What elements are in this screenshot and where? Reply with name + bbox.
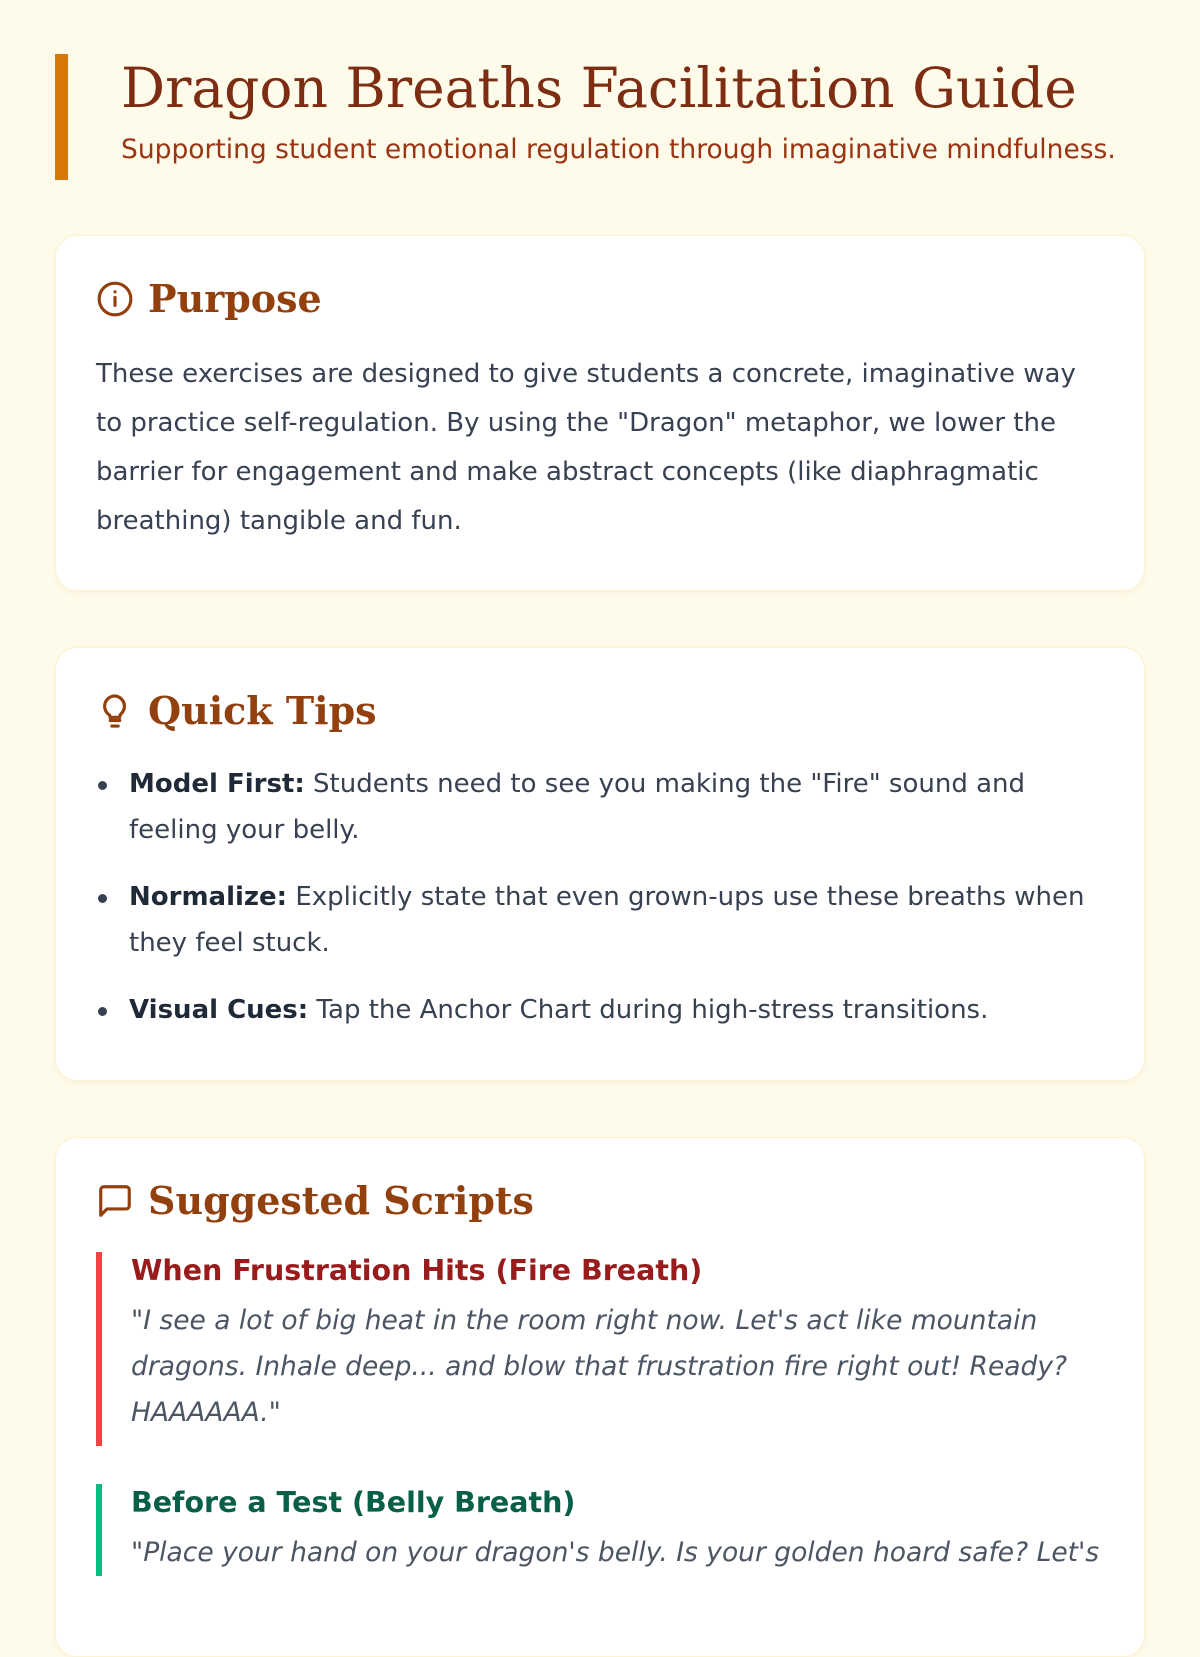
page-title: Dragon Breaths Facilitation Guide [121, 56, 1077, 120]
purpose-heading [96, 274, 1104, 324]
tip-label: Visual Cues: [129, 995, 309, 1025]
quick-tips-card [55, 647, 1145, 1081]
script-quote: "Place your hand on your dragon's belly. Is your golden hoard safe? Let's [131, 1537, 1100, 1568]
suggested-scripts-card [55, 1137, 1145, 1657]
purpose-card [55, 235, 1145, 591]
speech-bubble-icon [96, 1182, 134, 1220]
suggested-scripts-heading-text: Suggested Scripts [148, 1178, 534, 1223]
list-item [129, 987, 1104, 1033]
list-item [129, 761, 1104, 853]
tip-text: Students need to see you making the "Fire" sound and feeling your belly. [129, 769, 1026, 845]
script-quote: "I see a lot of big heat in the room right now. Let's act like mountain dragons. Inhale deep... and blow that frustration fire right out! Ready? HAAAAAA." [131, 1305, 1068, 1428]
info-circle-icon [96, 280, 134, 318]
script-title: When Frustration Hits (Fire Breath) [131, 1254, 703, 1287]
lightbulb-icon [96, 692, 134, 730]
tip-text: Tap the Anchor Chart during high-stress transitions. [308, 995, 989, 1025]
purpose-text: These exercises are designed to give students a concrete, imaginative way to practice self-regulation. By using the "Dragon" metaphor, we lower the barrier for engagement and make abstract concepts (like diaphragmatic breathing) tangible and fun. [96, 359, 1076, 536]
tip-label: Normalize: [129, 882, 288, 912]
list-item [129, 874, 1104, 966]
purpose-heading-text: Purpose [148, 276, 322, 321]
suggested-scripts-heading [96, 1176, 1104, 1226]
quick-tips-heading [96, 686, 1104, 736]
tip-text: Explicitly state that even grown-ups use these breaths when they feel stuck. [129, 882, 1085, 958]
script-belly-breath [96, 1484, 1104, 1576]
page-header [55, 54, 1145, 180]
script-fire-breath [96, 1252, 1104, 1446]
tip-label: Model First: [129, 769, 305, 799]
page-subtitle: Supporting student emotional regulation through imaginative mindfulness. [121, 134, 1116, 165]
tips-list [96, 761, 1104, 1033]
script-title: Before a Test (Belly Breath) [131, 1486, 576, 1519]
quick-tips-heading-text: Quick Tips [148, 688, 377, 733]
